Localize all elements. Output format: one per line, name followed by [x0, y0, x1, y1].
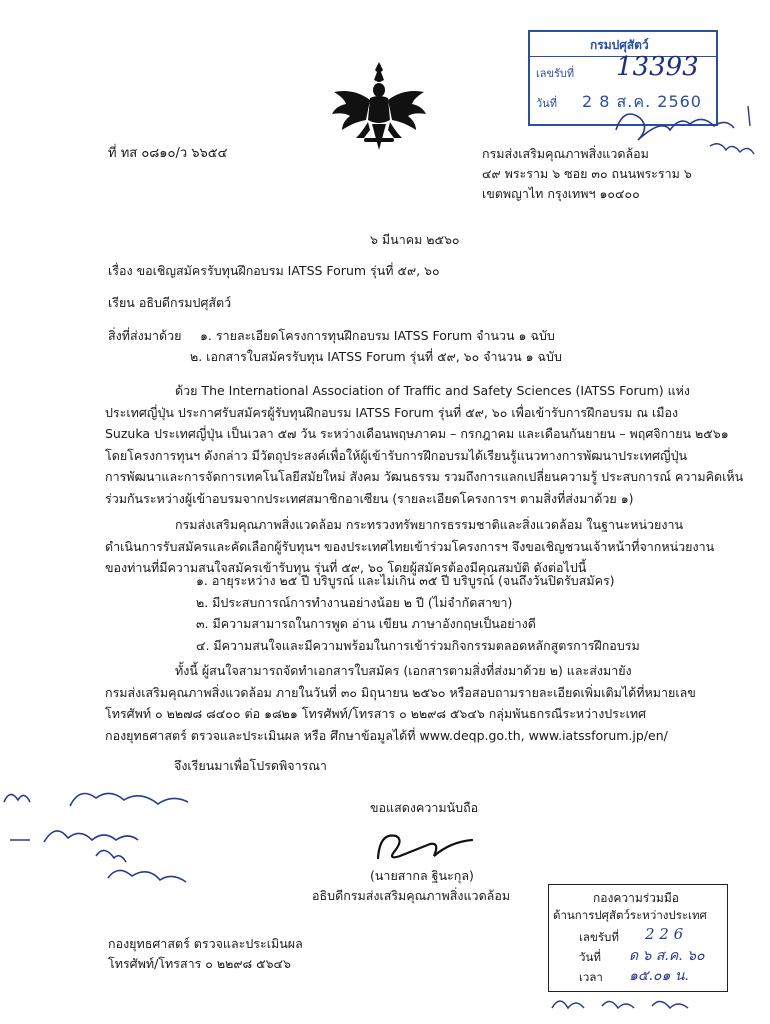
paragraph-line: ของท่านที่มีความสนใจสมัครเข้ารับทุน รุ่นที่ ๕๙, ๖๐ โดยผู้สมัครต้องมีคุณสมบัติ ดังต่อไปนี้: [105, 560, 587, 575]
list-item: ๑. อายุระหว่าง ๒๕ ปี บริบูรณ์ และไม่เกิน ๓๕ ปี บริบูรณ์ (จนถึงวันปิดรับสมัคร): [196, 573, 615, 588]
enclosure-item-2: ๒. เอกสารใบสมัครรับทุน IATSS Forum รุ่นที่ ๕๙, ๖๐ จำนวน ๑ ฉบับ: [190, 349, 562, 364]
division-stamp: [548, 884, 728, 992]
division-stamp-time-value: ๑๕.๐๑ น.: [629, 968, 689, 984]
paragraph-line: กรมส่งเสริมคุณภาพสิ่งแวดล้อม กระทรวงทรัพยากรธรรมชาติและสิ่งแวดล้อม ในฐานะหน่วยงาน: [175, 517, 684, 532]
enclosure-item-1: ๑. รายละเอียดโครงการทุนฝึกอบรม IATSS Forum จำนวน ๑ ฉบับ: [200, 328, 555, 343]
list-item: ๔. มีความสนใจและมีความพร้อมในการเข้าร่วมกิจกรรมตลอดหลักสูตรการฝึกอบรม: [196, 637, 640, 653]
list-item: ๓. มีความสามารถในการพูด อ่าน เขียน ภาษาอังกฤษเป็นอย่างดี: [196, 616, 536, 631]
paragraph-line: โทรศัพท์ ๐ ๒๒๗๘ ๘๔๐๐ ต่อ ๑๘๒๑ โทรศัพท์/โทรสาร ๐ ๒๒๙๘ ๕๖๔๖ กลุ่มพันธกรณีระหว่างประเทศ: [105, 706, 647, 721]
regards: ขอแสดงความนับถือ: [370, 800, 479, 815]
paragraph-line: Suzuka ประเทศญี่ปุ่น เป็นเวลา ๕๗ วัน ระหว่างเดือนพฤษภาคม – กรกฎาคม และเดือนกันยายน – พฤศจิกายน ๒๕๖๑: [105, 426, 729, 441]
paragraph-line: กองยุทธศาสตร์ ตรวจและประเมินผล หรือ ศึกษาข้อมูลได้ที่ www.deqp.go.th, www.iatssforum.jp/en/: [105, 727, 668, 743]
division-stamp-date-label: วันที่: [579, 950, 601, 964]
division-stamp-line2: ด้านการปศุสัตว์ระหว่างประเทศ: [553, 908, 707, 922]
stamp-date-label: วันที่: [536, 97, 557, 110]
division-stamp-line1: กองความร่วมมือ: [593, 891, 679, 905]
list-item: ๒. มีประสบการณ์การทำงานอย่างน้อย ๒ ปี (ไม่จำกัดสาขา): [196, 594, 513, 610]
division-stamp-time-label: เวลา: [579, 970, 603, 984]
enclosures-label: สิ่งที่ส่งมาด้วย: [108, 328, 182, 343]
footer-department: กองยุทธศาสตร์ ตรวจและประเมินผล: [108, 936, 303, 951]
subject-line: เรื่อง ขอเชิญสมัครรับทุนฝึกอบรม IATSS Forum รุ่นที่ ๕๙, ๖๐: [108, 263, 440, 278]
signer-name: (นายสากล ฐินะกุล): [370, 868, 474, 883]
letter-date: ๖ มีนาคม ๒๕๖๐: [370, 232, 460, 247]
footer-phone: โทรศัพท์/โทรสาร ๐ ๒๒๙๘ ๕๖๔๖: [108, 956, 291, 971]
paragraph-line: กรมส่งเสริมคุณภาพสิ่งแวดล้อม ภายในวันที่ ๓๐ มิถุนายน ๒๕๖๐ หรือสอบถามรายละเอียดเพิ่มเติมได้ที่หมายเลข: [105, 684, 696, 700]
signer-title: อธิบดีกรมส่งเสริมคุณภาพสิ่งแวดล้อม: [312, 888, 511, 903]
paragraph-line: โดยโครงการทุนฯ ดังกล่าว มีวัตถุประสงค์เพื่อให้ผู้เข้ารับการฝึกอบรมได้เรียนรู้แนวทางการพัฒนาประเทศญี่ปุ่น: [105, 447, 688, 463]
handwritten-note-left: [0, 782, 220, 902]
paragraph-line: ดำเนินการรับสมัครและคัดเลือกผู้รับทุนฯ ของประเทศไทยเข้าร่วมโครงการฯ จึงขอเชิญชวนเจ้าหน้าที่จากหน่วยงาน: [105, 538, 715, 554]
paragraph-line: ทั้งนี้ ผู้สนใจสามารถจัดทำเอกสารใบสมัคร (เอกสารตามสิ่งที่ส่งมาด้วย ๒) และส่งมายัง: [175, 663, 632, 678]
sender-address-line2: เขตพญาไท กรุงเทพฯ ๑๐๔๐๐: [482, 186, 640, 201]
division-stamp-date-value: ด ๖ ส.ค. ๖๐: [629, 948, 705, 964]
sender-org: กรมส่งเสริมคุณภาพสิ่งแวดล้อม: [482, 146, 649, 161]
stamp-date-value: 2 8 ส.ค. 2560: [582, 92, 702, 111]
handwritten-note-top: [610, 100, 760, 166]
qualifications-list: [196, 570, 640, 656]
signature: [370, 822, 480, 868]
recipient-line: เรียน อธิบดีกรมปศุสัตว์: [108, 295, 232, 310]
division-stamp-number-value: 2 2 6: [645, 925, 684, 943]
stamp-number-value: 13393: [616, 52, 699, 82]
handwritten-note-bottom: [548, 990, 708, 1020]
paragraph-line: การพัฒนาและการจัดการเทคโนโลยีสมัยใหม่ สังคม วัฒนธรรม รวมถึงการแลกเปลี่ยนความรู้ ประสบการณ์ ความคิดเห็น: [105, 469, 744, 484]
body-paragraph-1: [105, 380, 743, 509]
stamp-number-label: เลขรับที่: [536, 67, 575, 80]
stamp-org: กรมปศุสัตว์: [590, 38, 649, 52]
sender-address-line1: ๔๙ พระราม ๖ ซอย ๓๐ ถนนพระราม ๖: [482, 166, 692, 181]
closing-line: จึงเรียนมาเพื่อโปรดพิจารณา: [174, 758, 327, 773]
body-paragraph-3: [105, 660, 696, 746]
paragraph-line: ด้วย The International Association of Traffic and Safety Sciences (IATSS Forum) แห่ง: [175, 383, 690, 398]
garuda-emblem: [326, 58, 432, 156]
division-stamp-number-label: เลขรับที่: [579, 930, 619, 944]
paragraph-line: ประเทศญี่ปุ่น ประกาศรับสมัครผู้รับทุนฝึกอบรม IATSS Forum รุ่นที่ ๕๙, ๖๐ เพื่อเข้ารับการฝึกอบรม ณ เมือง: [105, 404, 679, 420]
reference-number: ที่ ทส ๐๘๑๐/ว ๖๖๕๔: [108, 146, 228, 161]
body-paragraph-2: [105, 514, 714, 579]
paragraph-line: ร่วมกันระหว่างผู้เข้าอบรมจากประเทศสมาชิกอาเซียน (รายละเอียดโครงการฯ ตามสิ่งที่ส่งมาด้วย ๑): [105, 490, 634, 506]
